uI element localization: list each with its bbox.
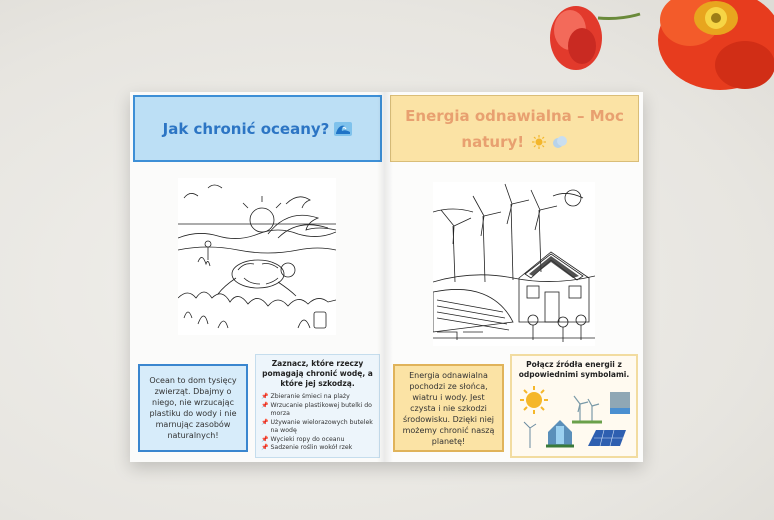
- waterfall-icon: [546, 420, 574, 446]
- list-item: 📌 Używanie wielorazowych butelek na wodę: [261, 418, 373, 434]
- right-page-title: Energia odnawialna – Moc natury!: [405, 106, 624, 151]
- wind-icon: [524, 422, 536, 448]
- renewable-energy-coloring-illustration: [433, 182, 595, 346]
- solar-panel-icon: [588, 430, 626, 446]
- left-page-title: Jak chronić oceany?: [162, 119, 330, 138]
- pushpin-icon: 📌: [261, 401, 269, 409]
- pushpin-icon: 📌: [261, 393, 269, 400]
- poppy-left: [550, 6, 640, 70]
- ocean-task-box: [255, 354, 380, 458]
- wave-emoji-icon: [334, 122, 352, 136]
- pushpin-icon: 📌: [261, 444, 269, 451]
- dam-icon: [610, 392, 630, 414]
- wind-emoji-icon: [552, 135, 568, 149]
- energy-info-box: [393, 364, 504, 452]
- poppy-right: [658, 0, 774, 90]
- left-page-title-box: [133, 95, 382, 162]
- sun-emoji-icon: [532, 135, 546, 149]
- energy-match-box: [510, 354, 638, 458]
- ocean-info-box: [138, 364, 248, 452]
- list-item: 📌 Wrzucanie plastikowej butelki do morza: [261, 401, 372, 417]
- poppy-flowers: [540, 0, 774, 100]
- ocean-task-list: [261, 393, 374, 453]
- right-page: [385, 92, 643, 462]
- right-page-title-box: [390, 95, 639, 162]
- list-item: 📌 Wycieki ropy do oceanu: [261, 435, 345, 443]
- booklet: [130, 92, 643, 462]
- ocean-info-text: Ocean to dom tysięcy zwierząt. Dbajmy o niego, nie wrzucając plastiku do wody i nie marnując zasobów naturalnych!: [149, 376, 237, 440]
- ocean-task-title: Zaznacz, które rzeczy pomagają chronić wodę, a które jej szkodzą.: [262, 359, 373, 388]
- left-page: [130, 92, 386, 462]
- energy-info-text: Energia odnawialna pochodzi ze słońca, wiatru i wody. Jest czysta i nie szkodzi środowisku. Dzięki niej możemy chronić naszą planetę!: [402, 370, 495, 446]
- energy-symbols: [516, 382, 634, 452]
- list-item: 📌 Zbieranie śmieci na plaży: [261, 393, 350, 400]
- energy-match-title: Połącz źródła energii z odpowiednimi symbolami.: [518, 360, 630, 379]
- list-item: 📌 Sadzenie roślin wokół rzek: [261, 444, 353, 451]
- pushpin-icon: 📌: [261, 435, 269, 443]
- wind-turbine-icon: [572, 396, 602, 422]
- pushpin-icon: 📌: [261, 418, 269, 426]
- ocean-coloring-illustration: [178, 178, 336, 335]
- sun-icon: [520, 386, 548, 414]
